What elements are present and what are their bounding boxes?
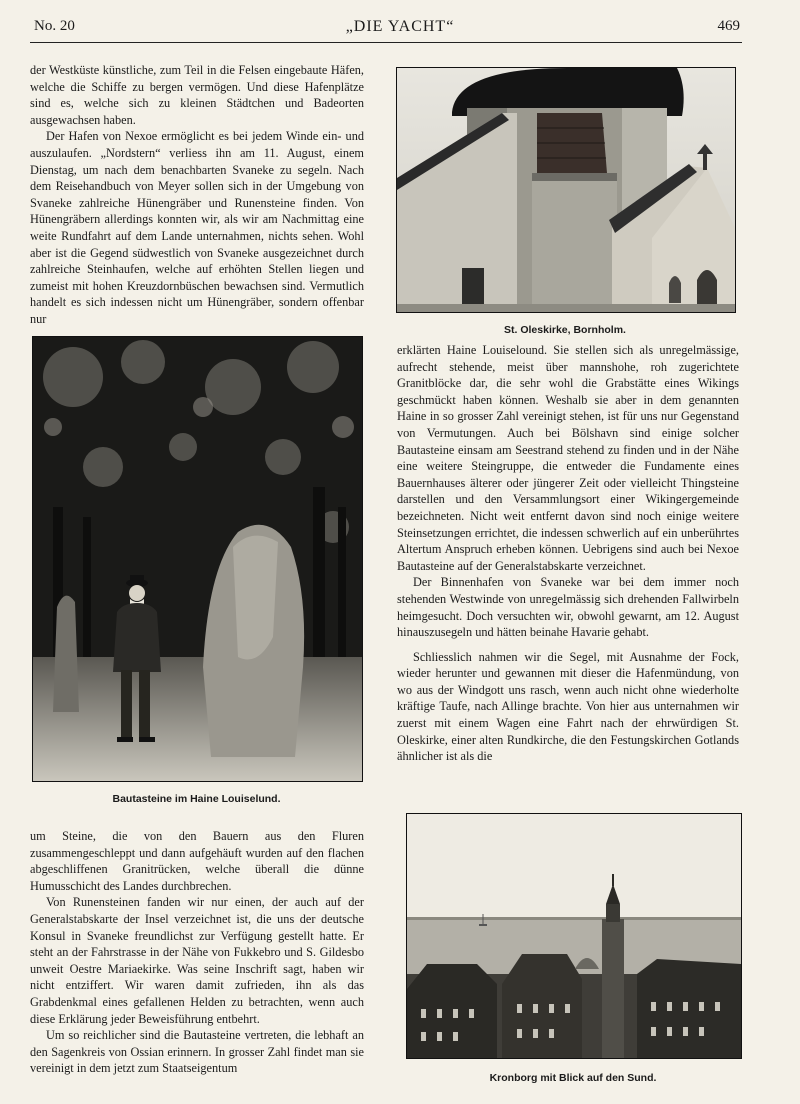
paragraph: um Steine, die von den Bauern aus den Fluren zusammengeschleppt und dann aufgehäuft wurden auf den flachen abgeschliffenen Granitrücken, welche überall die dünne Humusschicht des Landes durchbrechen. bbox=[30, 829, 364, 893]
stones-photo bbox=[32, 336, 363, 782]
journal-title: „DIE YACHT“ bbox=[345, 18, 455, 35]
castle-photo bbox=[406, 813, 742, 1059]
caption-church: St. Oleskirke, Bornholm. bbox=[504, 324, 626, 336]
issue-number: No. 20 bbox=[34, 18, 75, 34]
caption-stones: Bautasteine im Haine Louiselund. bbox=[112, 793, 281, 805]
paragraph: erklärten Haine Louiselound. Sie stellen sich als unregelmässige, aufrecht stehende, meist über mannshohe, roh zugerichtete Granitblöcke dar, die sehr wohl die Grabstätte eines Wikings geschmückt haben können. Weshalb sie aber in dem genannten Haine in so grosser Zahl vereinigt stehen, ist für uns nur Gegenstand von Vermutungen. Auch bei Bölshavn sind einige solcher Bautasteine einsam am Seestrand stehend zu finden und in der Nähe eine weitere Steingruppe, die entweder die Fundamente eines Bauernhauses älterer oder jüngerer Zeit oder vielleicht Thingsteine darstellen und den Versammlungsort einer Wikingergemeinde bezeichneten. Nicht weit entfernt davon sind noch einige weitere Steinsetzungen errichtet, die indessen schwerlich auf ein unberührtes Altertum Anspruch erheben können. Uebrigens sind auch bei Nexoe Bautasteine auf der Generalstabskarte verzeichnet. bbox=[397, 343, 739, 573]
paragraph: Schliesslich nahmen wir die Segel, mit Ausnahme der Fock, wieder herunter und gewannen mit dieser die Hafenmündung, von wo aus der Windgott uns rasch, wenn auch nicht ohne wiederholte kräftige Taufe, nach Allinge brachte. Von hier aus unternahmen wir zuerst mit einem Wagen eine Fahrt nach der ehrwürdigen St. Oleskirke, einer alten Rundkirche, die den Festungskirchen Gotlands ähnlicher ist als die bbox=[397, 649, 739, 764]
text-block-middle-right bbox=[397, 342, 739, 765]
page-number: 469 bbox=[717, 18, 740, 34]
text-block-top-left bbox=[30, 62, 364, 328]
paragraph: Der Hafen von Nexoe ermöglicht es bei jedem Winde ein- und auszulaufen. „Nordstern“ verliess ihn am 11. August, einem Dienstag, um nach dem benachbarten Svaneke zu segeln. Nach dem Reisehandbuch von Meyer sollen sich in der Umgebung von Svaneke zahlreiche Hünengräber und Runensteine finden. Von Hünengräbern allerdings konnten wir, als wir am Nachmittag eine weite Rundfahrt auf dem Lande unternahmen, nichts sehen. Wohl aber ist die Gegend südwestlich von Svaneke ausgezeichnet durch zahlreiche Steinhaufen, welche auf erhöhten Stellen liegen und zumeist mit hohen Kreuzdornbüschen bewachsen sind. Vermutlich handelt es sich indessen nicht um Hünengräber, sondern offenbar nur bbox=[30, 129, 364, 326]
paragraph: Von Runensteinen fanden wir nur einen, der auch auf der Generalstabskarte der Insel verzeichnet ist, die uns der deutsche Konsul in Svaneke freundlichst zur Verfügung gestellt hatte. Er steht an der Fahrstrasse in der Nähe von Fukkebro und S. Gildesbo unweit Oestre Mariaekirke. Was seine Inschrift sagt, haben wir nicht entziffert. Wir waren damit zufrieden, ihn als das Grabdenkmal eines gefallenen Helden zu betrachten, wenn auch diese Erklärung jeder Beweisführung entbehrt. bbox=[30, 895, 364, 1026]
paragraph: Um so reichlicher sind die Bautasteine vertreten, die lebhaft an den Sagenkreis von Ossian erinnern. In grosser Zahl findet man sie vereinigt in dem jetzt zum Staatseigentum bbox=[30, 1028, 364, 1076]
church-photo bbox=[396, 67, 736, 313]
paragraph: der Westküste künstliche, zum Teil in die Felsen eingebaute Häfen, welche die Schiffe zu bergen vermögen. Und diese Hafenplätze sind es, welche sich zu kleinen Städtchen und Badeorten ausgewachsen haben. bbox=[30, 63, 364, 127]
header-rule bbox=[30, 42, 742, 43]
caption-castle: Kronborg mit Blick auf den Sund. bbox=[489, 1072, 657, 1084]
text-block-bottom-left bbox=[30, 828, 364, 1077]
paragraph: Der Binnenhafen von Svaneke war bei dem immer noch stehenden Westwinde von unregelmässig sich drehenden Fallwirbeln heimgesucht. Doch versuchten wir, obwohl gewarnt, am 12. August hinauszusegeln und hätten beinahe Havarie gehabt. bbox=[397, 575, 739, 640]
